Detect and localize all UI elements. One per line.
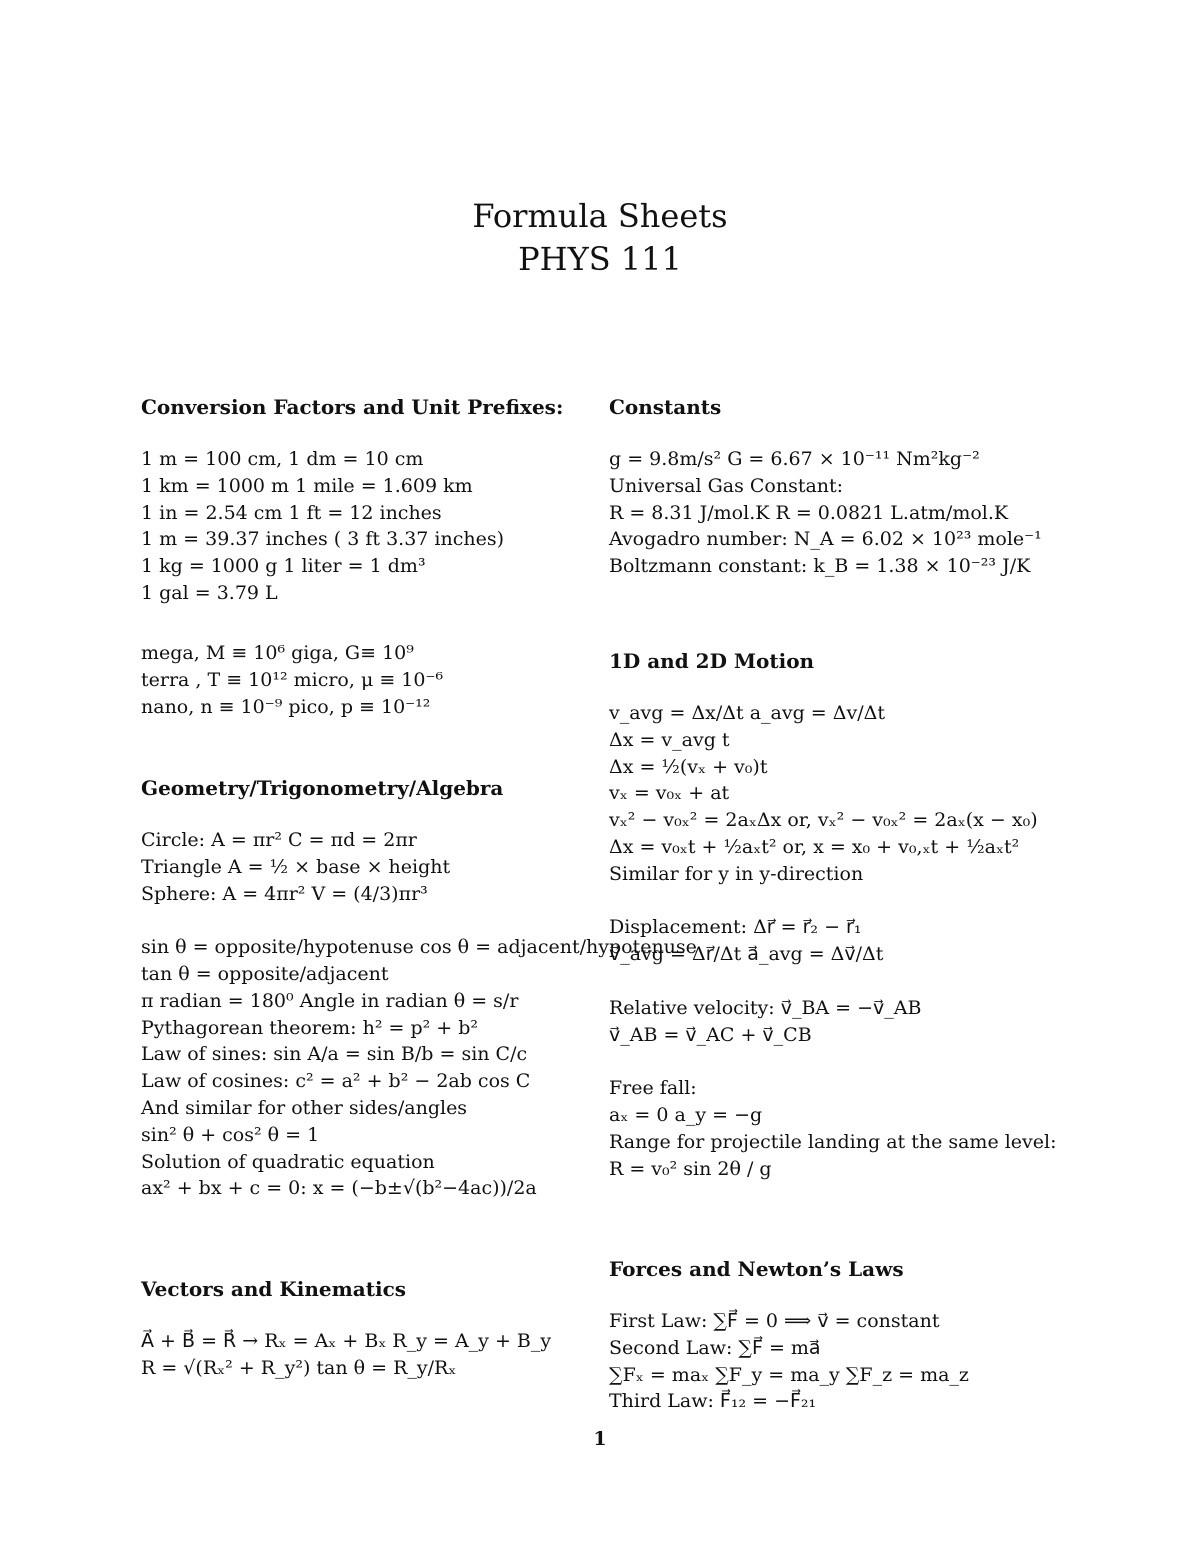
formula-line: Relative velocity: v⃗_BA = −v⃗_AB — [609, 996, 922, 1019]
formula-line: mega, M ≡ 10⁶ giga, G≡ 10⁹ — [141, 642, 414, 664]
formula-line: sin² θ + cos² θ = 1 — [141, 1123, 320, 1146]
formula-line: tan θ = opposite/adjacent — [141, 962, 389, 985]
formula-line: 1 m = 39.37 inches ( 3 ft 3.37 inches) — [141, 528, 505, 551]
formula-line: v⃗_AB = v⃗_AC + v⃗_CB — [609, 1023, 812, 1046]
section-vectors-kinematics — [141, 1276, 621, 1382]
formula-line: Third Law: F⃗₁₂ = −F⃗₂₁ — [609, 1390, 817, 1413]
formula-line: ax² + bx + c = 0: x = (−b±√(b²−4ac))/2a — [141, 1177, 537, 1200]
formula-line: Displacement: Δr⃗ = r⃗₂ − r⃗₁ — [609, 916, 862, 939]
document-title: Formula Sheets — [472, 197, 728, 235]
formula-line: R = v₀² sin 2θ / g — [609, 1157, 772, 1180]
formula-line: 1 in = 2.54 cm 1 ft = 12 inches — [141, 501, 442, 524]
formula-line: Law of sines: sin A/a = sin B/b = sin C/c — [141, 1043, 528, 1066]
formula-line: R = 8.31 J/mol.K R = 0.0821 L.atm/mol.K — [609, 501, 1009, 524]
formula-line: Avogadro number: N_A = 6.02 × 10²³ mole⁻¹ — [609, 528, 1042, 551]
section-conversion-factors — [141, 394, 621, 607]
section-heading: Vectors and Kinematics — [141, 1277, 407, 1301]
formula-line — [609, 968, 1079, 995]
formula-line — [609, 888, 1079, 915]
formula-line: aₓ = 0 a_y = −g — [609, 1103, 763, 1126]
formula-line: ∑Fₓ = maₓ ∑F_y = ma_y ∑F_z = ma_z — [609, 1363, 969, 1386]
formula-line: Similar for y in y-direction — [609, 862, 864, 885]
formula-line — [141, 907, 621, 934]
formula-line: v_avg = Δx/Δt a_avg = Δv/Δt — [609, 702, 885, 724]
section-constants — [609, 394, 1079, 580]
section-1d-2d-motion — [609, 648, 1079, 1182]
formula-line: Δx = v₀ₓt + ½aₓt² or, x = x₀ + v₀,ₓt + ½aₓt² — [609, 835, 1020, 858]
formula-line: terra , T ≡ 10¹² micro, μ ≡ 10⁻⁶ — [141, 668, 444, 691]
formula-line: sin θ = opposite/hypotenuse cos θ = adjacent/hypotenuse — [141, 936, 697, 959]
formula-line — [609, 1048, 1079, 1075]
formula-line: 1 m = 100 cm, 1 dm = 10 cm — [141, 448, 424, 470]
section-forces-newtons-laws — [609, 1256, 1079, 1415]
formula-line: Law of cosines: c² = a² + b² − 2ab cos C — [141, 1070, 531, 1093]
formula-line: Pythagorean theorem: h² = p² + b² — [141, 1016, 478, 1039]
formula-line: Boltzmann constant: k_B = 1.38 × 10⁻²³ J/K — [609, 555, 1031, 578]
section-unit-prefixes — [141, 640, 621, 720]
formula-line: And similar for other sides/angles — [141, 1096, 468, 1119]
formula-line: Triangle A = ½ × base × height — [141, 855, 451, 878]
section-heading: Conversion Factors and Unit Prefixes: — [141, 395, 564, 419]
formula-line: 1 kg = 1000 g 1 liter = 1 dm³ — [141, 555, 426, 578]
course-code: PHYS 111 — [518, 240, 682, 278]
formula-line: Range for projectile landing at the same level: — [609, 1130, 1057, 1153]
formula-line: Solution of quadratic equation — [141, 1150, 435, 1173]
formula-line: Second Law: ∑F⃗ = ma⃗ — [609, 1336, 821, 1359]
formula-line: R = √(Rₓ² + R_y²) tan θ = R_y/Rₓ — [141, 1356, 457, 1379]
formula-line: Universal Gas Constant: — [609, 474, 844, 497]
formula-line: Δx = ½(vₓ + v₀)t — [609, 755, 768, 778]
formula-line: v⃗_avg = Δr⃗/Δt a⃗_avg = Δv⃗/Δt — [609, 943, 884, 966]
formula-line: g = 9.8m/s² G = 6.67 × 10⁻¹¹ Nm²kg⁻² — [609, 448, 980, 470]
formula-line: 1 km = 1000 m 1 mile = 1.609 km — [141, 474, 473, 497]
formula-line: Δx = v_avg t — [609, 728, 730, 751]
formula-line: vₓ² − v₀ₓ² = 2aₓΔx or, vₓ² − v₀ₓ² = 2aₓ(x − x₀) — [609, 809, 1038, 832]
section-heading: 1D and 2D Motion — [609, 649, 815, 673]
formula-line: First Law: ∑F⃗ = 0 ⟹ v⃗ = constant — [609, 1310, 940, 1332]
formula-line: A⃗ + B⃗ = R⃗ → Rₓ = Aₓ + Bₓ R_y = A_y + B_y — [141, 1330, 552, 1352]
page-number: 1 — [593, 1428, 607, 1450]
section-heading: Geometry/Trigonometry/Algebra — [141, 776, 504, 800]
formula-line: vₓ = v₀ₓ + at — [609, 782, 730, 805]
formula-line: π radian = 180⁰ Angle in radian θ = s/r — [141, 989, 519, 1012]
formula-line: Circle: A = πr² C = πd = 2πr — [141, 829, 417, 851]
formula-line: Sphere: A = 4πr² V = (4/3)πr³ — [141, 882, 428, 905]
section-heading: Constants — [609, 395, 722, 419]
formula-line: Free fall: — [609, 1077, 697, 1100]
formula-line: 1 gal = 3.79 L — [141, 581, 278, 604]
section-heading: Forces and Newton’s Laws — [609, 1257, 904, 1281]
formula-line: nano, n ≡ 10⁻⁹ pico, p ≡ 10⁻¹² — [141, 695, 431, 718]
